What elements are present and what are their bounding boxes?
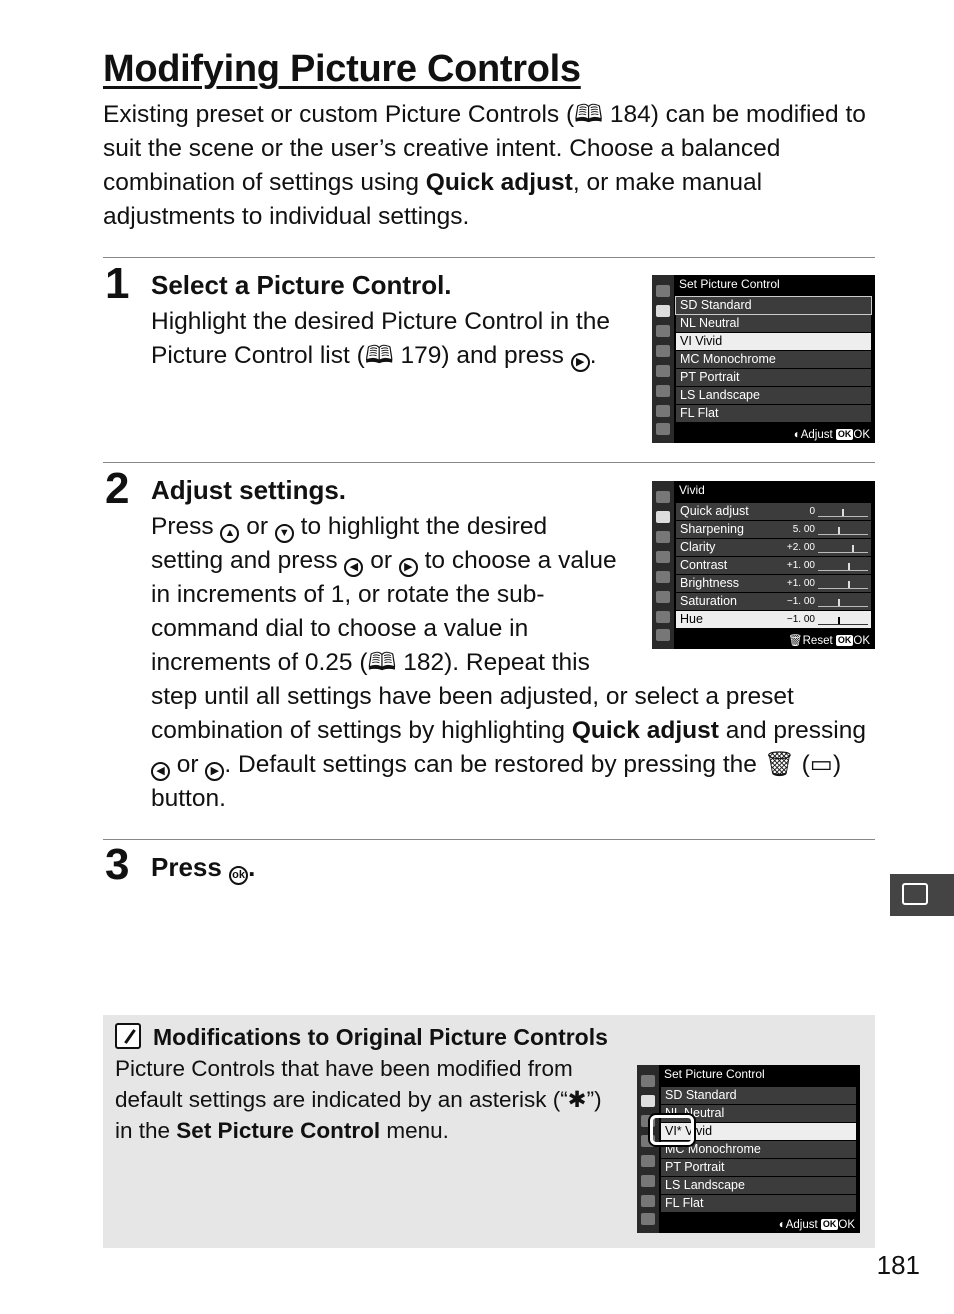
multi-selector-right-icon: ▶ xyxy=(399,558,418,577)
list-item: MC Monochrome xyxy=(661,1141,856,1158)
list-item: SD Standard xyxy=(676,297,871,314)
ok-button-icon: ok xyxy=(229,866,248,885)
camera-screen-set-picture-control xyxy=(652,275,875,443)
list-item: PT Portrait xyxy=(661,1159,856,1176)
step-3-heading: Press ok . xyxy=(151,852,255,885)
setting-row: Brightness +1. 00 xyxy=(676,575,871,592)
list-item: VI Vivid xyxy=(676,333,871,350)
screen-header: Vivid xyxy=(679,483,705,497)
divider xyxy=(103,839,875,840)
highlight-circle xyxy=(650,1115,694,1145)
setting-row: Sharpening 5. 00 xyxy=(676,521,871,538)
page-number: 181 xyxy=(876,1250,920,1280)
menu-rail xyxy=(652,481,674,649)
screen-footer: ◐Adjust OK OK xyxy=(793,429,870,441)
step-1-body: Highlight the desired Picture Control in the Picture Control list (🕮 179) and press ▶ . xyxy=(151,305,636,373)
pencil-icon xyxy=(115,1023,141,1049)
list-item: LS Landscape xyxy=(676,387,871,404)
note-box xyxy=(103,1015,875,1248)
list-item: NL Neutral xyxy=(676,315,871,332)
list-item: FL Flat xyxy=(676,405,871,422)
screen-header: Set Picture Control xyxy=(664,1067,765,1081)
multi-selector-right-icon: ▶ xyxy=(571,353,590,372)
menu-rail xyxy=(637,1065,659,1233)
multi-selector-right-icon: ▶ xyxy=(205,762,224,781)
picture-control-icon xyxy=(902,883,928,905)
step-2-number: 2 xyxy=(105,464,130,513)
step-1-number: 1 xyxy=(105,259,130,308)
screen-header: Set Picture Control xyxy=(679,277,780,291)
setting-row: Hue −1. 00 xyxy=(676,611,871,628)
list-item: VI* Vivid xyxy=(661,1123,856,1140)
list-item: PT Portrait xyxy=(676,369,871,386)
format-button-icon: ▭ xyxy=(809,751,833,778)
note-body: Picture Controls that have been modified from default settings are indicated by an asterisk (“✱”) in the Set Picture Control menu. xyxy=(115,1056,602,1143)
step-2-body-bottom: step until all settings have been adjusted, or select a preset combination of settings by highlighting Quick adjust and pressing ◀ or ▶ . Default settings can be restored by pressing the 🗑 (▭) button. xyxy=(151,683,866,812)
camera-screen-vivid-settings xyxy=(652,481,875,649)
menu-rail xyxy=(652,275,674,443)
intro-paragraph: Existing preset or custom Picture Controls (🕮 184) can be modified to suit the scene or the user’s creative intent. Choose a balanced combination of settings using Quick adjust, or make manual adjustments to individual settings. xyxy=(103,101,866,230)
list-item: LS Landscape xyxy=(661,1177,856,1194)
setting-row: Saturation −1. 00 xyxy=(676,593,871,610)
chapter-tab xyxy=(890,874,954,916)
multi-selector-left-icon: ◀ xyxy=(344,558,363,577)
camera-screen-modified-list xyxy=(637,1065,860,1233)
screen-footer: ◐Adjust OK OK xyxy=(778,1219,855,1231)
note-heading: Modifications to Original Picture Controls xyxy=(115,1023,608,1051)
page-title: Modifying Picture Controls xyxy=(103,48,581,90)
setting-row: Contrast +1. 00 xyxy=(676,557,871,574)
divider xyxy=(103,462,875,463)
step-2-heading: Adjust settings. xyxy=(151,475,347,505)
step-3-number: 3 xyxy=(105,840,130,889)
book-icon: 🕮 xyxy=(364,342,394,369)
step-1-heading: Select a Picture Control. xyxy=(151,270,452,300)
screen-footer: 🗑Reset OK OK xyxy=(788,635,870,647)
list-item: SD Standard xyxy=(661,1087,856,1104)
list-item: FL Flat xyxy=(661,1195,856,1212)
setting-row: Quick adjust 0 xyxy=(676,503,871,520)
setting-row: Clarity +2. 00 xyxy=(676,539,871,556)
book-icon: 🕮 xyxy=(367,649,397,676)
delete-button-icon: 🗑 xyxy=(763,751,795,778)
multi-selector-left-icon: ◀ xyxy=(151,762,170,781)
step-2-body-top: Press ▲ or ▼ to highlight the desired setting and press ◀ or ▶ to choose a value in increments of 1, or rotate the sub-command dial to choose a value in increments of 0.25 (🕮 182). Repeat this xyxy=(151,513,617,676)
multi-selector-down-icon: ▼ xyxy=(275,524,294,543)
multi-selector-up-icon: ▲ xyxy=(220,524,239,543)
list-item: NL Neutral xyxy=(661,1105,856,1122)
book-icon: 🕮 xyxy=(574,101,604,128)
list-item: MC Monochrome xyxy=(676,351,871,368)
divider xyxy=(103,257,875,258)
